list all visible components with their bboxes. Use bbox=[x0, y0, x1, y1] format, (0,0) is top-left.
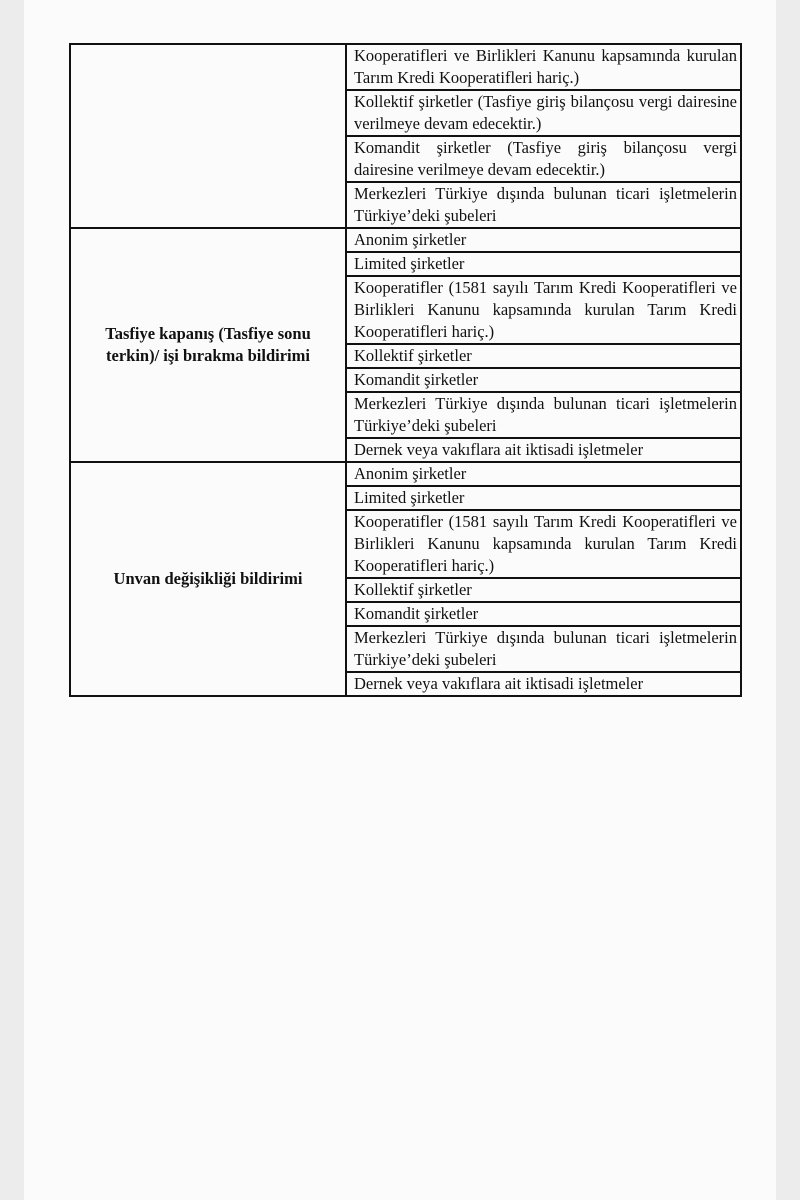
table-row bbox=[70, 44, 741, 90]
entry-cell: Kooperatifleri ve Birlikleri Kanunu kapsamında kurulan Tarım Kredi Kooperatifleri hariç.) bbox=[346, 44, 741, 90]
entry-cell: Merkezleri Türkiye dışında bulunan ticari işletmelerin Türkiye’deki şubeleri bbox=[346, 626, 741, 672]
entry-cell: Kollektif şirketler bbox=[346, 578, 741, 602]
entry-cell: Kollektif şirketler bbox=[346, 344, 741, 368]
table-row bbox=[70, 462, 741, 486]
entry-cell: Komandit şirketler bbox=[346, 368, 741, 392]
entry-cell: Dernek veya vakıflara ait iktisadi işletmeler bbox=[346, 438, 741, 462]
notification-table bbox=[69, 43, 742, 697]
entry-cell: Kooperatifler (1581 sayılı Tarım Kredi Kooperatifleri ve Birlikleri Kanunu kapsamında kurulan Tarım Kredi Kooperatifleri hariç.) bbox=[346, 510, 741, 578]
entry-cell: Anonim şirketler bbox=[346, 462, 741, 486]
category-cell: Unvan değişikliği bildirimi bbox=[70, 462, 346, 696]
document-page bbox=[24, 0, 776, 1200]
entry-cell: Limited şirketler bbox=[346, 486, 741, 510]
entry-cell: Limited şirketler bbox=[346, 252, 741, 276]
entry-cell: Komandit şirketler bbox=[346, 602, 741, 626]
entry-cell: Merkezleri Türkiye dışında bulunan ticari işletmelerin Türkiye’deki şubeleri bbox=[346, 392, 741, 438]
entry-cell: Merkezleri Türkiye dışında bulunan ticari işletmelerin Türkiye’deki şubeleri bbox=[346, 182, 741, 228]
category-cell: Tasfiye kapanış (Tasfiye sonu terkin)/ işi bırakma bildirimi bbox=[70, 228, 346, 462]
category-cell bbox=[70, 44, 346, 228]
entry-cell: Kooperatifler (1581 sayılı Tarım Kredi Kooperatifleri ve Birlikleri Kanunu kapsamında kurulan Tarım Kredi Kooperatifleri hariç.) bbox=[346, 276, 741, 344]
entry-cell: Dernek veya vakıflara ait iktisadi işletmeler bbox=[346, 672, 741, 696]
entry-cell: Komandit şirketler (Tasfiye giriş bilançosu vergi dairesine verilmeye devam edecektir.) bbox=[346, 136, 741, 182]
entry-cell: Kollektif şirketler (Tasfiye giriş bilançosu vergi dairesine verilmeye devam edecektir.) bbox=[346, 90, 741, 136]
entry-cell: Anonim şirketler bbox=[346, 228, 741, 252]
table-row bbox=[70, 228, 741, 252]
